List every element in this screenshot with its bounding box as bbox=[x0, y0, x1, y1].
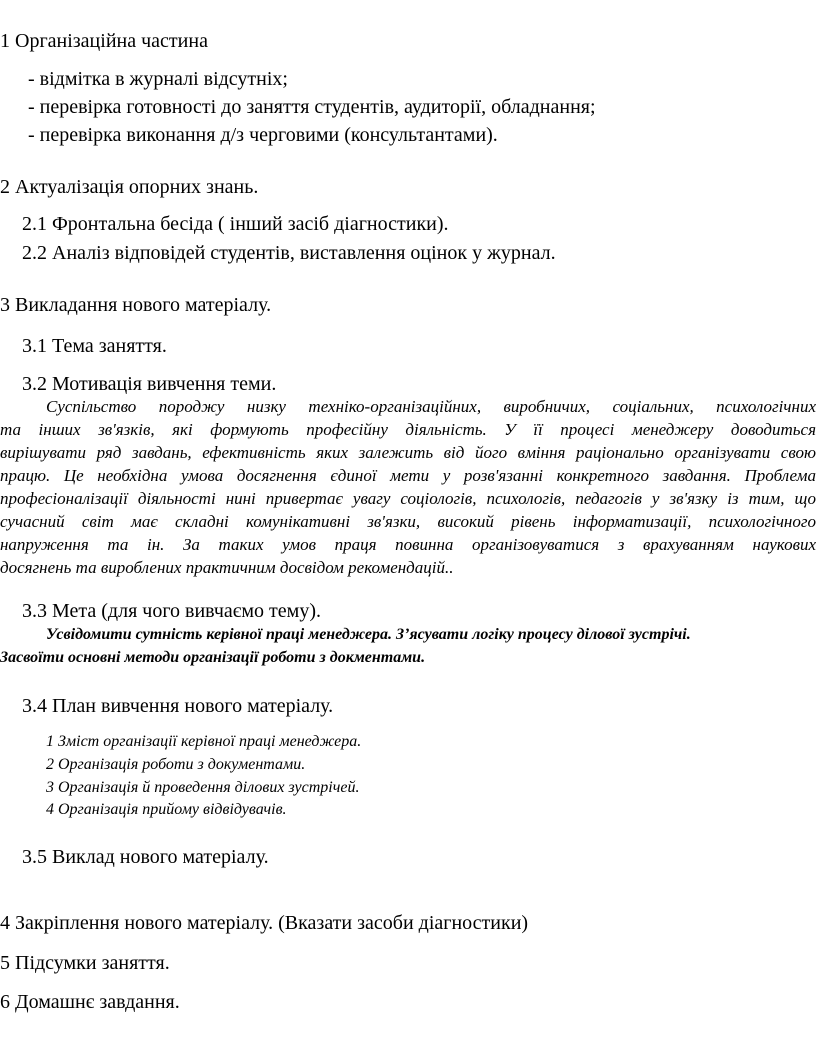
motivation-line: сучасний світ має складні комунікативні зв'язки, високий рівень інформатизації, психологічного bbox=[0, 512, 816, 531]
section-4-title: 4 Закріплення нового матеріалу. (Вказати засоби діагностики) bbox=[0, 912, 529, 934]
motivation-line: професіоналізації діяльності нині привертає увагу соціологів, психологів, педагогів у зв'язку із тим, що bbox=[0, 489, 816, 508]
motivation-line: Суспільство породжу низку техніко-організаційних, виробничих, соціальних, психологічних bbox=[46, 397, 816, 416]
section-5-title: 5 Підсумки заняття. bbox=[0, 952, 170, 974]
section-2-title: 2 Актуалізація опорних знань. bbox=[0, 176, 259, 198]
plan-heading: 3.4 План вивчення нового матеріалу. bbox=[22, 695, 334, 717]
motivation-heading: 3.2 Мотивація вивчення теми. bbox=[22, 373, 277, 395]
plan-item: 1 Зміст організації керівної праці менеджера. bbox=[46, 733, 362, 750]
goal-line: Усвідомити сутність керівної праці менеджера. З’ясувати логіку процесу ділової зустрічі. bbox=[46, 626, 691, 643]
plan-item: 4 Організація прийому відвідувачів. bbox=[46, 801, 287, 818]
section-2-item: 2.2 Аналіз відповідей студентів, виставлення оцінок у журнал. bbox=[22, 242, 556, 264]
topic-heading: 3.1 Тема заняття. bbox=[22, 335, 167, 357]
motivation-line: працю. Це необхідна умова досягнення єдиної мети у розв'язанні конкретного завдання. Проблема bbox=[0, 466, 816, 485]
goal-line: Засвоїти основні методи організації роботи з докментами. bbox=[0, 649, 426, 666]
section-1-title: 1 Організаційна частина bbox=[0, 30, 208, 52]
section-3-title: 3 Викладання нового матеріалу. bbox=[0, 294, 272, 316]
motivation-line: досягнень та вироблених практичним досвідом рекомендацій.. bbox=[0, 558, 454, 577]
plan-item: 3 Організація й проведення ділових зустрічей. bbox=[46, 779, 360, 796]
section-1-item: - відмітка в журналі відсутніх; bbox=[28, 68, 288, 90]
section-6-title: 6 Домашнє завдання. bbox=[0, 991, 180, 1013]
section-1-item: - перевірка готовності до заняття студентів, аудиторії, обладнання; bbox=[28, 96, 596, 118]
plan-item: 2 Організація роботи з документами. bbox=[46, 756, 306, 773]
exposition-heading: 3.5 Виклад нового матеріалу. bbox=[22, 846, 269, 868]
section-2-item: 2.1 Фронтальна бесіда ( інший засіб діагностики). bbox=[22, 213, 449, 235]
motivation-line: та інших зв'язків, які формують професійну діяльність. У її процесі менеджеру доводиться bbox=[0, 420, 816, 439]
goal-heading: 3.3 Мета (для чого вивчаємо тему). bbox=[22, 600, 321, 622]
section-1-item: - перевірка виконання д/з черговими (консультантами). bbox=[28, 124, 498, 146]
motivation-line: вирішувати ряд завдань, ефективність яких залежить від його вміння раціонально організувати свою bbox=[0, 443, 816, 462]
motivation-line: напруження та ін. За таких умов праця повинна організовуватися з врахуванням наукових bbox=[0, 535, 816, 554]
